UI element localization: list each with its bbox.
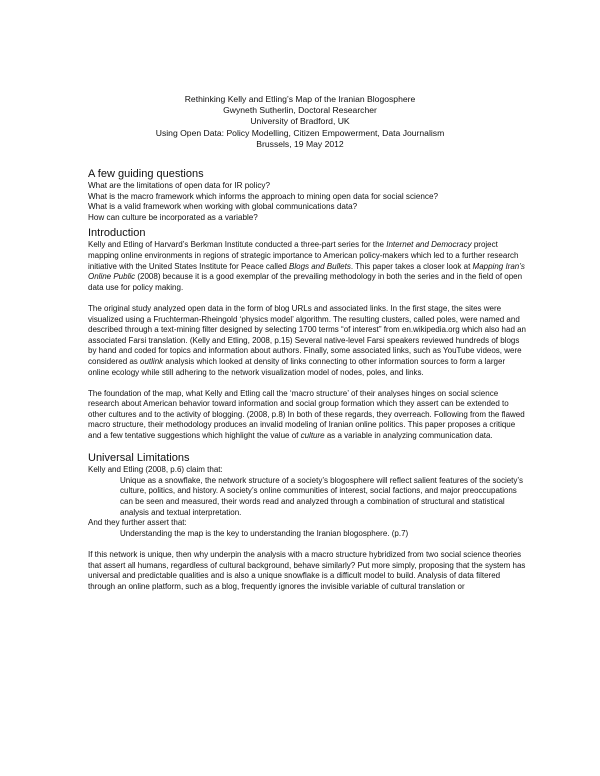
guiding-questions-heading: A few guiding questions [88,168,204,180]
guiding-question: What is a valid framework when working with global communications data? [88,202,358,212]
universal-lead-2: And they further assert that: [88,518,187,528]
intro-paragraph-1: Kelly and Etling of Harvard’s Berkman Institute conducted a three-part series for the Internet and Democracy project mapping online environments in regions of strategic importance to American policy-makers which led to a further research initiative with the United States Institute for Peace called Blogs and Bullets. This paper takes a closer look at Mapping Iran’s Online Public (2008) because it is a good exemplar of the prevailing methodology in both the series and in the field of open data use for policy making. [88,240,525,292]
block-quote-1: Unique as a snowflake, the network structure of a society’s blogosphere will reflect salient features of the society’s culture, politics, and history. A society’s online communities of interest, social factions, and major preoccupations can be seen and measured, their words read and analyzed through a combination of structural and statistical analysis and textual interpretation. [120,475,524,517]
paper-event: Using Open Data: Policy Modelling, Citizen Empowerment, Data Journalism [155,127,445,138]
universal-paragraph: If this network is unique, then why underpin the analysis with a macro structure hybridized from two social science theories that assert all humans, regardless of cultural background, behave similarly? Put more simply, proposing that the system has universal and predictable qualities and is also a unique snowflake is a difficult model to build. Analysis of data filtered through an online platform, such as a blog, frequently ignores the invisible variable of cultural translation or [88,550,526,591]
introduction-heading: Introduction [88,227,146,240]
block-quote-2: Understanding the map is the key to understanding the Iranian blogosphere. (p.7) [120,528,409,538]
universal-limitations-heading: Universal Limitations [88,452,190,465]
paper-header [0,94,600,150]
paper-title: Rethinking Kelly and Etling’s Map of the Iranian Blogosphere [184,94,416,104]
paper-affiliation: University of Bradford, UK [250,116,350,127]
paper-location-date: Brussels, 19 May 2012 [256,138,344,149]
intro-paragraph-2: The original study analyzed open data in the form of blog URLs and associated links. In the first stage, the sites were visualized using a Fruchterman-Rheingold ‘physics model’ algorithm. The resulting clusters, called poles, were named and described through a text-mining filter designed by selecting 1700 terms “of interest” from en.wikipedia.org which also had an associated Farsi translation. (Kelly and Etling, 2008, p.15) Several native-level Farsi speakers reviewed hundreds of blogs by hand and coded for topics and information about authors. Finally, some associated links, such as YouTube videos, were considered as outlink analysis which looked at density of links connecting to other information sources to form a larger online ecology while still adhering to the network visualization model of nodes, poles, and links. [88,303,527,377]
paper-author: Gwyneth Sutherlin, Doctoral Researcher [223,105,377,116]
guiding-question: What are the limitations of open data for IR policy? [88,181,271,190]
guiding-question: What is the macro framework which informs the approach to mining open data for social science? [88,191,438,201]
paper-body [88,168,528,592]
universal-lead: Kelly and Etling (2008, p.6) claim that: [88,465,223,475]
guiding-question: How can culture be incorporated as a variable? [88,212,258,222]
intro-paragraph-3: The foundation of the map, what Kelly and Etling call the ‘macro structure’ of their analyses hinges on social science research about American behavior toward information and social group formation which they assert can be extended to other cultures and to the activity of blogging. (2008, p.8) In both of these regards, they overreach. Following from the flawed macro structure, their methodology produces an invalid modeling of Iranian online politics. This paper proposes a critique and a few tentative suggestions which highlight the value of culture as a variable in analyzing communication data. [88,388,525,441]
